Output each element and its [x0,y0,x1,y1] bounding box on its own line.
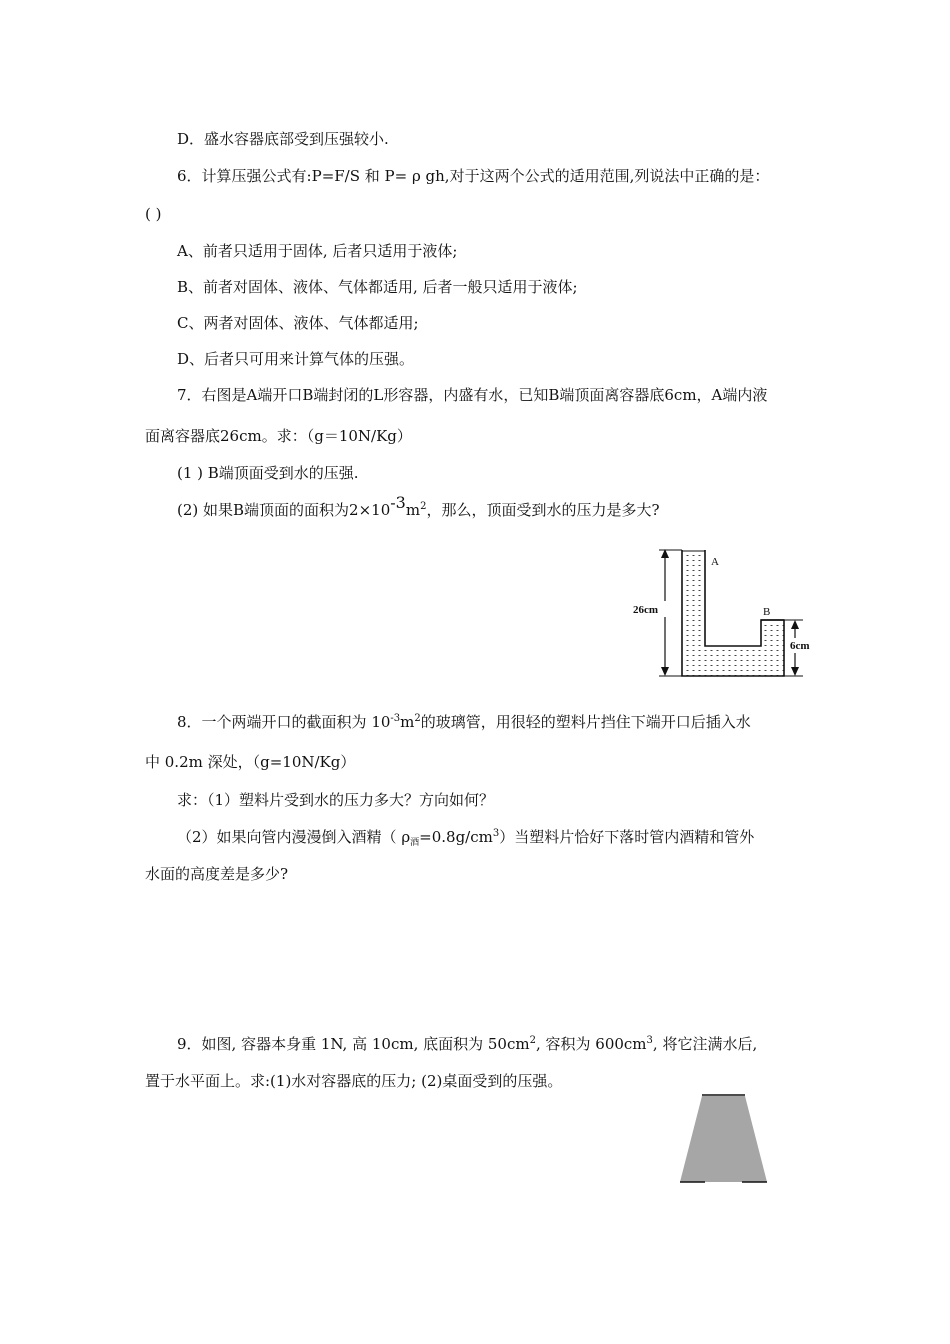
q7-sub2-unit-exponent: 2 [420,501,427,512]
l-shaped-container-figure [625,543,825,683]
q7-sub-question-1: (1 ) B端顶面受到水的压强. [177,464,359,482]
label-a-end: A [711,556,719,568]
q9-stem-text-c: , 将它注满水后, [652,1035,758,1053]
q8-stem-text-b: 的玻璃管，用很轻的塑料片挡住下端开口后插入水 [420,713,751,731]
q8-sub2-text-b: =0.8g/cm [419,828,493,846]
q7-sub-question-2 [177,493,660,520]
q8-stem-unit-exponent: 2 [414,713,421,724]
q8-sub2-exponent: 3 [492,828,500,839]
q6-option-d: D、后者只可用来计算气体的压强。 [177,350,415,368]
q8-sub2-text-a: （2）如果向管内漫漫倒入酒精（ ρ [177,828,411,846]
q9-stem-line-1 [177,1034,757,1054]
dim-6cm-label: 6cm [790,640,810,652]
q8-sub-question-2 [177,827,754,847]
q5-option-d: D．盛水容器底部受到压强较小. [177,130,389,148]
q8-sub2-subscript: 酒 [410,838,420,848]
dim-26cm-arrow-down [661,667,669,676]
q7-sub2-text-a: (2) 如果B端顶面的面积为2×10 [177,501,391,519]
q7-sub2-exponent: -3 [390,493,406,512]
q8-sub2-text-c: ）当塑料片恰好下落时管内酒精和管外 [499,828,755,846]
trapezoid-container-body [680,1096,767,1182]
q7-stem-line-1: 7．右图是A端开口B端封闭的L形容器，内盛有水，已知B端顶面离容器底6cm，A端内液 [177,386,768,404]
q7-stem-line-2: 面离容器底26cm。求：（g＝10N/Kg） [145,427,412,445]
q9-area-exponent: 2 [529,1035,536,1046]
q8-stem-line-3: 水面的高度差是多少? [145,865,289,883]
label-b-end: B [763,606,771,618]
q7-sub2-text-b: ，那么，顶面受到水的压力是多大? [426,501,660,519]
q7-sub2-unit: m [405,501,421,519]
q9-stem-text-b: , 容积为 600cm [535,1035,647,1053]
q8-stem-text-a: 8．一个两端开口的截面积为 10 [177,713,391,731]
q8-stem-exponent: -3 [390,713,401,724]
q6-stem-line-1: 6．计算压强公式有:P=F/S 和 P= ρ gh,对于这两个公式的适用范围,列说法中正确的是： [177,167,770,185]
dim-6cm-arrow-up [791,620,799,629]
q8-sub-question-1: 求：（1）塑料片受到水的压力多大？方向如何？ [177,791,495,809]
q9-stem-text-a: 9．如图, 容器本身重 1N, 高 10cm, 底面积为 50cm [177,1035,530,1053]
q9-volume-exponent: 3 [646,1035,653,1046]
q6-option-c: C、两者对固体、液体、气体都适用; [177,314,419,332]
q6-option-b: B、前者对固体、液体、气体都适用, 后者一般只适用于液体; [177,278,578,296]
dim-26cm-label: 26cm [633,604,659,616]
q8-stem-line-1 [177,712,751,732]
q6-option-a: A、前者只适用于固体, 后者只适用于液体; [177,242,458,260]
trapezoid-container-figure [675,1092,775,1188]
dim-6cm-arrow-down [791,667,799,676]
q9-stem-line-2: 置于水平面上。求:(1)水对容器底的压力; (2)桌面受到的压强。 [145,1072,563,1090]
q6-answer-blank: ( ) [145,205,162,223]
q8-stem-unit: m [400,713,415,731]
q8-stem-line-2: 中 0.2m 深处，（g=10N/Kg） [145,753,356,771]
